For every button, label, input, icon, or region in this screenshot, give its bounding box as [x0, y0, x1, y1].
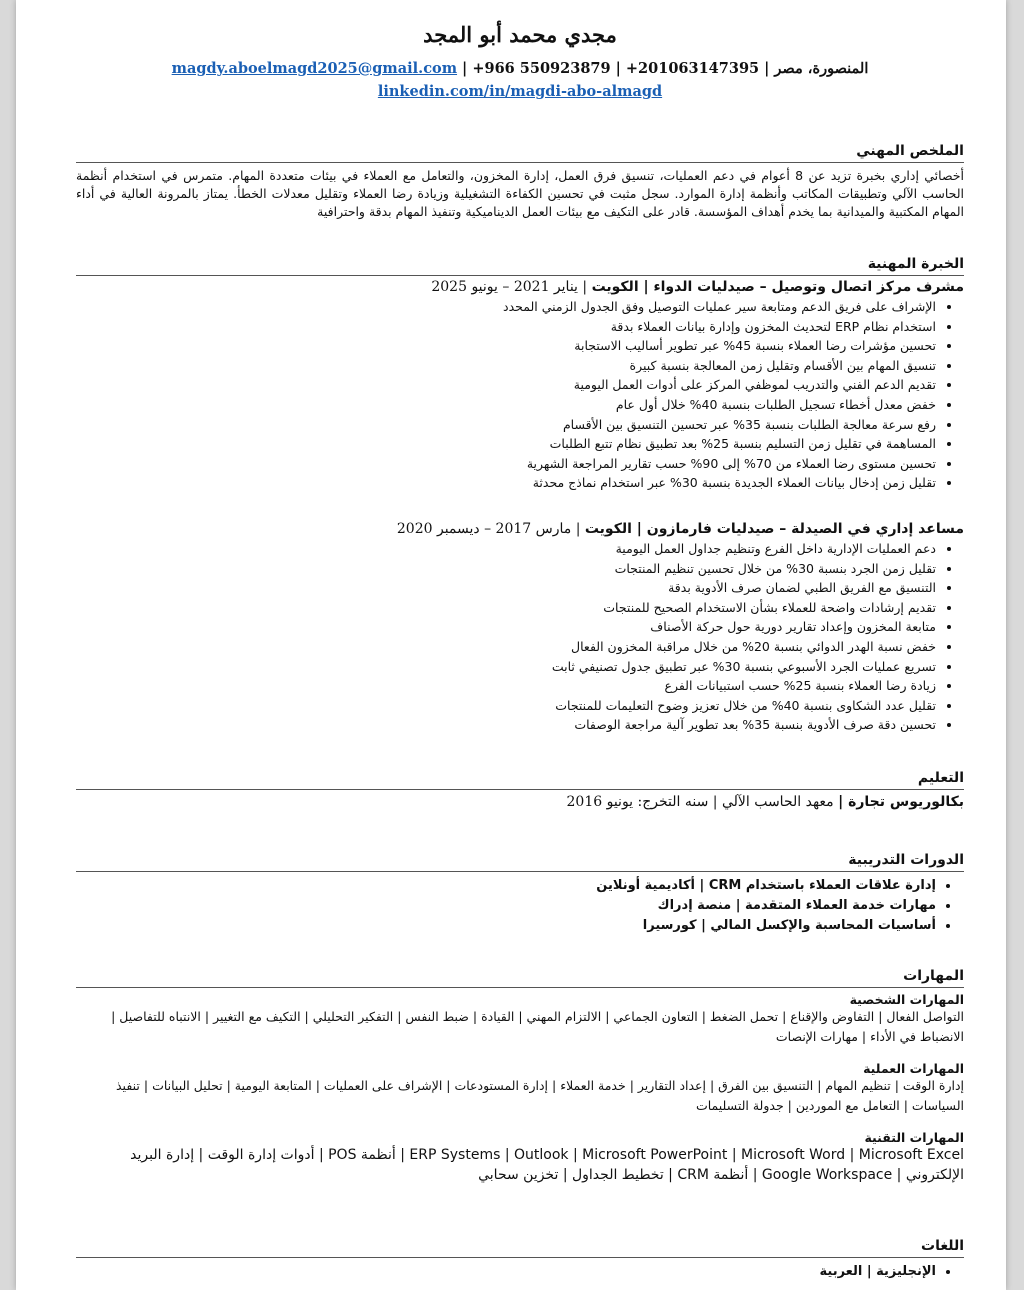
summary-heading: الملخص المهني — [76, 143, 964, 163]
list-item: • خفض نسبة الهدر الدوائي بنسبة 20% من خلال مراقبة المخزون الفعال — [76, 637, 936, 657]
list-item: • تسريع عمليات الجرد الأسبوعي بنسبة 30% عبر تطبيق جدول تصنيفي ثابت — [76, 657, 936, 677]
job-title — [76, 521, 964, 537]
list-item: • تحسين دقة صرف الأدوية بنسبة 35% بعد تطوير آلية مراجعة الوصفات — [76, 715, 936, 735]
list-item: • إدارة علاقات العملاء باستخدام CRM | أكاديمية أونلاين — [76, 876, 936, 896]
experience-heading: الخبرة المهنية — [76, 256, 964, 276]
location: المنصورة، مصر — [774, 60, 869, 77]
linkedin-link[interactable]: linkedin.com/in/magdi-abo-almagd — [377, 83, 663, 100]
list-item: • تحسين مستوى رضا العملاء من 70% إلى 90% حسب تقارير المراجعة الشهرية — [76, 454, 936, 474]
skills-section — [76, 968, 964, 1185]
education-degree: بكالوريوس تجارة | — [838, 794, 964, 810]
list-item: • رفع سرعة معالجة الطلبات بنسبة 35% عبر تحسين التنسيق بين الأقسام — [76, 415, 936, 435]
list-item: • مهارات خدمة العملاء المتقدمة | منصة إدراك — [76, 896, 936, 916]
experience-section — [76, 256, 964, 493]
practical-skills-heading: المهارات العملية — [863, 1061, 964, 1076]
candidate-name: مجدي محمد أبو المجد — [423, 22, 617, 47]
phone-secondary[interactable]: +966 550923879 — [472, 60, 611, 77]
job-role-company: مشرف مركز اتصال وتوصيل – صيدليات الدواء | الكويت — [591, 279, 964, 295]
practical-skills-text: إدارة الوقت | تنظيم المهام | التنسيق بين الفرق | إعداد التقارير | خدمة العملاء | إدارة المستودعات | الإشراف على العمليات | المتابعة اليومية | تحليل البيانات | تنفيذ السياسات | التعامل مع الموردين | جدولة التسليمات — [116, 1078, 964, 1113]
list-item: • خفض معدل أخطاء تسجيل الطلبات بنسبة 40% خلال أول عام — [76, 395, 936, 415]
summary-section — [76, 143, 964, 221]
education-heading: التعليم — [76, 770, 964, 790]
education-line — [76, 794, 964, 810]
summary-text: أخصائي إداري بخبرة تزيد عن 8 أعوام في دعم العمليات، تنسيق فرق العمل، إدارة المخزون، والتعامل مع العملاء في بيئات متعددة المهام. متمرس في استخدام أنظمة الحاسب الآلي وتطبيقات المكاتب وأنظمة إدارة الموارد. سجل مثبت في تحسين الكفاءة التشغيلية وزيادة رضا العملاء وتقليل معدلات الخطأ. يمتاز بالمرونة العالية في أداء المهام المكتبية والميدانية بما يخدم أهداف المؤسسة. قادر على التكيف مع بيئات العمل الديناميكية وتنفيذ المهام بدقة واحترافية — [76, 168, 964, 219]
list-item: • تقليل عدد الشكاوى بنسبة 40% من خلال تعزيز وضوح التعليمات للمنتجات — [76, 696, 936, 716]
list-item: • دعم العمليات الإدارية داخل الفرع وتنظيم جداول العمل اليومية — [76, 539, 936, 559]
list-item: • الإنجليزية | العربية — [76, 1262, 936, 1282]
list-item: • تقديم الدعم الفني والتدريب لموظفي المركز على أدوات العمل اليومية — [76, 375, 936, 395]
phone-primary[interactable]: 201063147395+ — [625, 60, 760, 77]
job-dates: | مارس 2017 – ديسمبر 2020 — [396, 521, 581, 537]
list-item: • استخدام نظام ERP لتحديث المخزون وإدارة بيانات العملاء بدقة — [76, 317, 936, 337]
education-details: معهد الحاسب الآلي | سنه التخرج: يونيو 2016 — [566, 794, 834, 810]
resume-page — [16, 0, 1006, 1290]
list-item: • التنسيق مع الفريق الطبي لضمان صرف الأدوية بدقة — [76, 578, 936, 598]
technical-skills-heading: المهارات التقنية — [864, 1130, 964, 1145]
personal-skills-text: التواصل الفعال | التفاوض والإقناع | تحمل الضغط | التعاون الجماعي | الالتزام المهني | القيادة | ضبط النفس | التفكير التحليلي | التكيف مع التغيير | الانتباه للتفاصيل | الانضباط في الأداء | مهارات الإنصات — [111, 1009, 964, 1044]
list-item: • أساسيات المحاسبة والإكسل المالي | كورسيرا — [76, 916, 936, 936]
languages-heading: اللغات — [76, 1238, 964, 1258]
courses-section — [76, 852, 964, 936]
list-item: • تحسين مؤشرات رضا العملاء بنسبة 45% عبر تطوير أساليب الاستجابة — [76, 336, 936, 356]
experience-job-2 — [76, 518, 964, 735]
education-section — [76, 770, 964, 810]
skills-heading: المهارات — [76, 968, 964, 988]
list-item: • المساهمة في تقليل زمن التسليم بنسبة 25% بعد تطبيق نظام تتبع الطلبات — [76, 434, 936, 454]
courses-list — [76, 876, 964, 936]
job-bullets — [76, 297, 964, 493]
list-item: • زيادة رضا العملاء بنسبة 25% حسب استبيانات الفرع — [76, 676, 936, 696]
languages-list — [76, 1262, 964, 1282]
list-item: • متابعة المخزون وإعداد تقارير دورية حول حركة الأصناف — [76, 617, 936, 637]
job-role-company: مساعد إداري في الصيدلة – صيدليات فارمازون | الكويت — [584, 521, 964, 537]
personal-skills-heading: المهارات الشخصية — [849, 992, 964, 1007]
courses-heading: الدورات التدريبية — [76, 852, 964, 872]
languages-section — [76, 1238, 964, 1282]
contact-line: المنصورة، مصر|201063147395+|+966 550923879|magdy.aboelmagd2025@gmail.com — [171, 60, 869, 77]
list-item: • تقليل زمن إدخال بيانات العملاء الجديدة بنسبة 30% عبر استخدام نماذج محدثة — [76, 473, 936, 493]
technical-skills-text: ERP Systems | Outlook | Microsoft PowerPoint | Microsoft Word | Microsoft Excel | أنظمة POS | أدوات إدارة الوقت | إدارة البريد الإلكتروني | Google Workspace | أنظمة CRM | تخطيط الجداول | تخزين سحابي — [130, 1147, 964, 1183]
list-item: • الإشراف على فريق الدعم ومتابعة سير عمليات التوصيل وفق الجدول الزمني المحدد — [76, 297, 936, 317]
resume-content — [76, 0, 964, 1279]
list-item: • تنسيق المهام بين الأقسام وتقليل زمن المعالجة بنسبة كبيرة — [76, 356, 936, 376]
list-item: • تقليل زمن الجرد بنسبة 30% من خلال تحسين تنظيم المنتجات — [76, 559, 936, 579]
job-dates: | يناير 2021 – يونيو 2025 — [431, 279, 588, 295]
list-item: • تقديم إرشادات واضحة للعملاء بشأن الاستخدام الصحيح للمنتجات — [76, 598, 936, 618]
job-title — [76, 279, 964, 295]
job-bullets — [76, 539, 964, 735]
email-link[interactable]: magdy.aboelmagd2025@gmail.com — [171, 60, 458, 77]
